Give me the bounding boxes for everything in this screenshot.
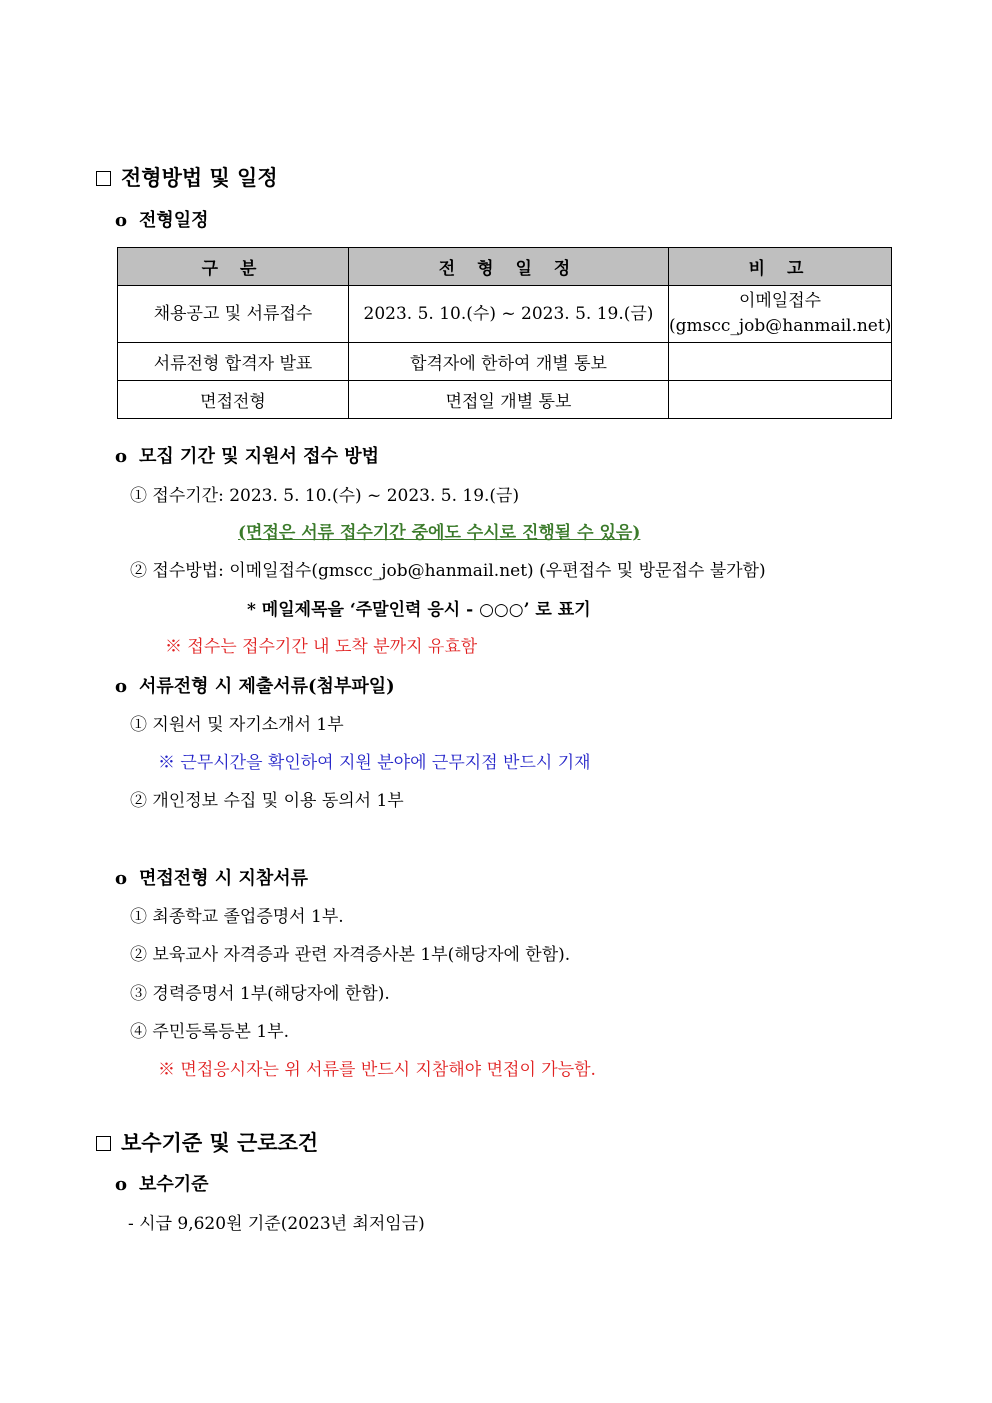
bullet-icon: o [115,868,128,889]
section-heading-pay [96,1127,318,1157]
checkbox-square-icon [96,1136,111,1151]
recruit-item-method: ② 접수방법: 이메일접수(gmscc_job@hanmail.net) (우편접수 및 방문접수 불가함) [130,561,766,581]
interview-note-red: ※ 면접응시자는 위 서류를 반드시 지참해야 면접이 가능함. [158,1060,596,1080]
recruit-item-period: ① 접수기간: 2023. 5. 10.(수) ~ 2023. 5. 19.(금) [130,486,520,506]
cell-note [669,343,892,381]
cell-date: 합격자에 한하여 개별 통보 [349,343,669,381]
cell-date: 2023. 5. 10.(수) ~ 2023. 5. 19.(금) [349,286,669,343]
table-row [118,343,892,381]
subheading-text: 전형일정 [139,210,209,231]
checkbox-square-icon [96,171,111,186]
table-row [118,381,892,419]
pay-item-1: - 시급 9,620원 기준(2023년 최저임금) [128,1214,425,1234]
bullet-icon: o [115,446,128,467]
docs-item-2: ② 개인정보 수집 및 이용 동의서 1부 [130,791,404,811]
section-heading-text: 보수기준 및 근로조건 [121,1130,319,1155]
subheading-pay [115,1170,209,1196]
schedule-table [117,247,892,419]
section-heading-text: 전형방법 및 일정 [121,165,278,190]
cell-category: 서류전형 합격자 발표 [118,343,349,381]
recruit-note-green: (면접은 서류 접수기간 중에도 수시로 진행될 수 있음) [238,523,641,543]
note-line: (gmscc_job@hanmail.net) [669,316,892,336]
interview-item-1: ① 최종학교 졸업증명서 1부. [130,907,344,927]
table-header-row [118,248,892,286]
interview-item-3: ③ 경력증명서 1부(해당자에 한함). [130,984,390,1004]
section-heading-selection [96,162,278,192]
interview-item-4: ④ 주민등록등본 1부. [130,1022,289,1042]
subheading-docs [115,672,395,698]
subheading-text: 면접전형 시 지참서류 [139,868,309,889]
note-line: 이메일접수 [738,291,822,311]
docs-item-1: ① 지원서 및 자기소개서 1부 [130,715,344,735]
bullet-icon: o [115,210,128,231]
col-header-category: 구 분 [118,248,349,286]
subheading-recruit [115,442,379,468]
docs-note-blue: ※ 근무시간을 확인하여 지원 분야에 근무지점 반드시 기재 [158,753,591,773]
col-header-note: 비 고 [669,248,892,286]
cell-note [669,286,892,343]
subheading-text: 보수기준 [139,1174,209,1195]
table-row [118,286,892,343]
bullet-icon: o [115,676,128,697]
cell-category: 면접전형 [118,381,349,419]
subheading-schedule [115,206,209,232]
recruit-note-red: ※ 접수는 접수기간 내 도착 분까지 유효함 [165,637,478,657]
subheading-text: 모집 기간 및 지원서 접수 방법 [139,446,380,467]
mail-subject-note: * 메일제목을 ‘주말인력 응시 - ○○○’ 로 표기 [247,600,591,620]
subheading-text: 서류전형 시 제출서류(첨부파일) [139,676,395,697]
col-header-date: 전 형 일 정 [349,248,669,286]
bullet-icon: o [115,1174,128,1195]
subheading-interview [115,864,308,890]
cell-date: 면접일 개별 통보 [349,381,669,419]
interview-item-2: ② 보육교사 자격증과 관련 자격증사본 1부(해당자에 한함). [130,945,571,965]
cell-note [669,381,892,419]
cell-category: 채용공고 및 서류접수 [118,286,349,343]
